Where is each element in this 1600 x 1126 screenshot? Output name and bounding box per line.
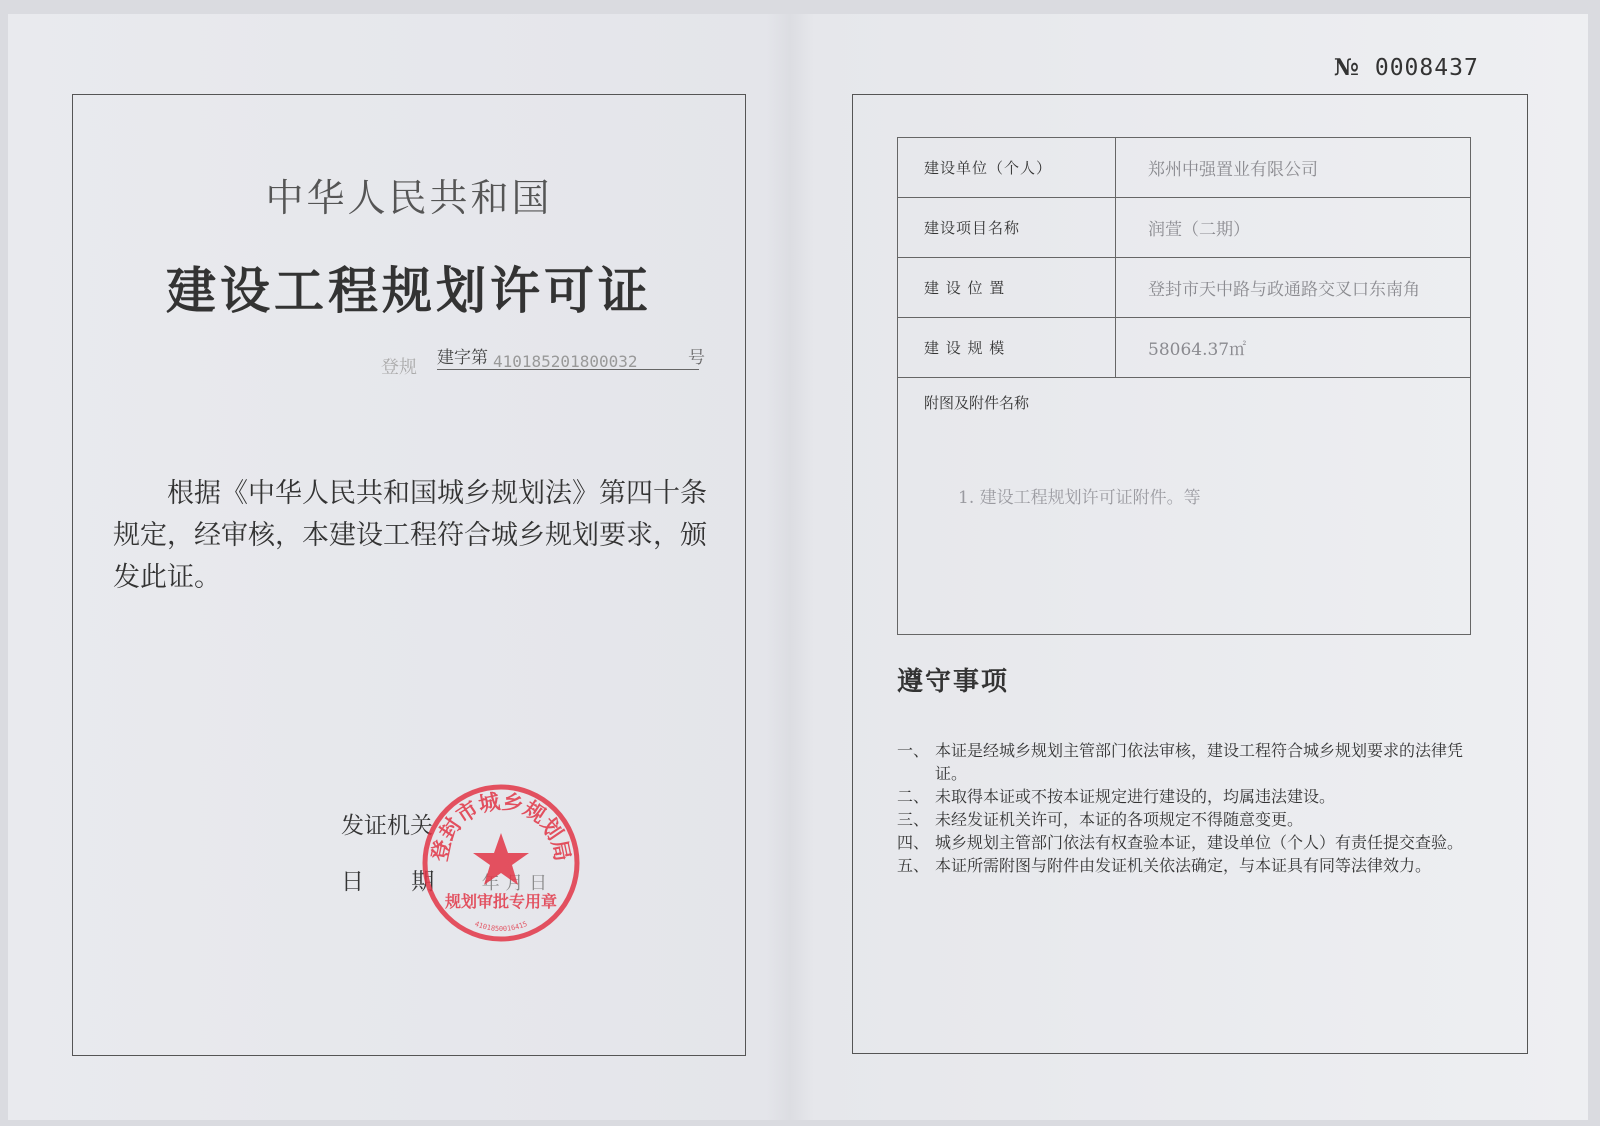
permit-prefix: 登规 bbox=[381, 357, 417, 378]
attachments-cell bbox=[898, 378, 1471, 635]
attachments-row bbox=[898, 378, 1471, 635]
row-value: 郑州中强置业有限公司 bbox=[1116, 138, 1471, 198]
project-info-table bbox=[897, 137, 1471, 635]
row-label: 建 设 规 模 bbox=[898, 318, 1116, 378]
serial-number bbox=[1334, 54, 1479, 81]
date-value: 年 月 日 bbox=[481, 873, 548, 894]
rule-number: 五、 bbox=[897, 856, 930, 875]
svg-text:4101850016415 bbox=[474, 920, 529, 933]
date-label: 日 期 bbox=[341, 869, 435, 895]
issuer-label: 发证机关 bbox=[341, 813, 433, 839]
rule-number: 二、 bbox=[897, 787, 930, 806]
row-label: 建 设 位 置 bbox=[898, 258, 1116, 318]
serial-prefix: № bbox=[1334, 54, 1360, 81]
seal-star-icon bbox=[473, 833, 529, 885]
list-item bbox=[897, 785, 1477, 808]
table-row bbox=[898, 258, 1471, 318]
rules-list bbox=[897, 739, 1477, 877]
rule-number: 四、 bbox=[897, 833, 930, 852]
row-label: 建设单位（个人） bbox=[898, 138, 1116, 198]
country-title: 中华人民共和国 bbox=[265, 176, 553, 220]
row-value: 润萱（二期） bbox=[1116, 198, 1471, 258]
rules-title: 遵守事项 bbox=[897, 667, 1010, 697]
list-item bbox=[897, 808, 1477, 831]
list-item bbox=[897, 854, 1477, 877]
permit-label: 建字第 bbox=[437, 348, 488, 368]
rule-text: 未取得本证或不按本证规定进行建设的，均属违法建设。 bbox=[935, 787, 1336, 806]
list-item bbox=[897, 831, 1477, 854]
left-panel bbox=[72, 94, 746, 1056]
official-seal-stamp bbox=[419, 781, 583, 945]
issuance-basis-text: 根据《中华人民共和国城乡规划法》第四十条规定，经审核，本建设工程符合城乡规划要求，颁发此证。 bbox=[113, 478, 707, 593]
attachment-item: 1. 建设工程规划许可证附件。等 bbox=[958, 488, 1201, 508]
permit-suffix: 号 bbox=[688, 348, 705, 368]
row-value: 58064.37㎡ bbox=[1116, 318, 1471, 378]
certificate-title: 建设工程规划许可证 bbox=[166, 262, 652, 320]
seal-bottom-text: 规划审批专用章 bbox=[444, 892, 558, 911]
right-panel bbox=[852, 94, 1528, 1054]
table-row bbox=[898, 198, 1471, 258]
row-value: 登封市天中路与政通路交叉口东南角 bbox=[1116, 258, 1471, 318]
permit-number: 410185201800032 bbox=[493, 352, 638, 371]
seal-text: 登封市城乡规划局 bbox=[427, 789, 575, 864]
attachments-label: 附图及附件名称 bbox=[924, 394, 1030, 412]
rule-number: 三、 bbox=[897, 810, 930, 829]
rule-text: 未经发证机关许可，本证的各项规定不得随意变更。 bbox=[935, 810, 1304, 829]
seal-code: 4101850016415 bbox=[473, 919, 529, 933]
table-row bbox=[898, 138, 1471, 198]
rule-text: 城乡规划主管部门依法有权查验本证，建设单位（个人）有责任提交查验。 bbox=[935, 833, 1464, 852]
certificate-sheet bbox=[8, 14, 1588, 1120]
rule-number: 一、 bbox=[897, 741, 930, 760]
rule-text: 本证是经城乡规划主管部门依法审核，建设工程符合城乡规划要求的法律凭证。 bbox=[935, 741, 1464, 783]
serial-value: 0008437 bbox=[1374, 55, 1479, 81]
table-row bbox=[898, 318, 1471, 378]
rule-text: 本证所需附图与附件由发证机关依法确定，与本证具有同等法律效力。 bbox=[935, 856, 1432, 875]
permit-number-line bbox=[437, 343, 705, 371]
row-label: 建设项目名称 bbox=[898, 198, 1116, 258]
list-item bbox=[897, 739, 1477, 785]
